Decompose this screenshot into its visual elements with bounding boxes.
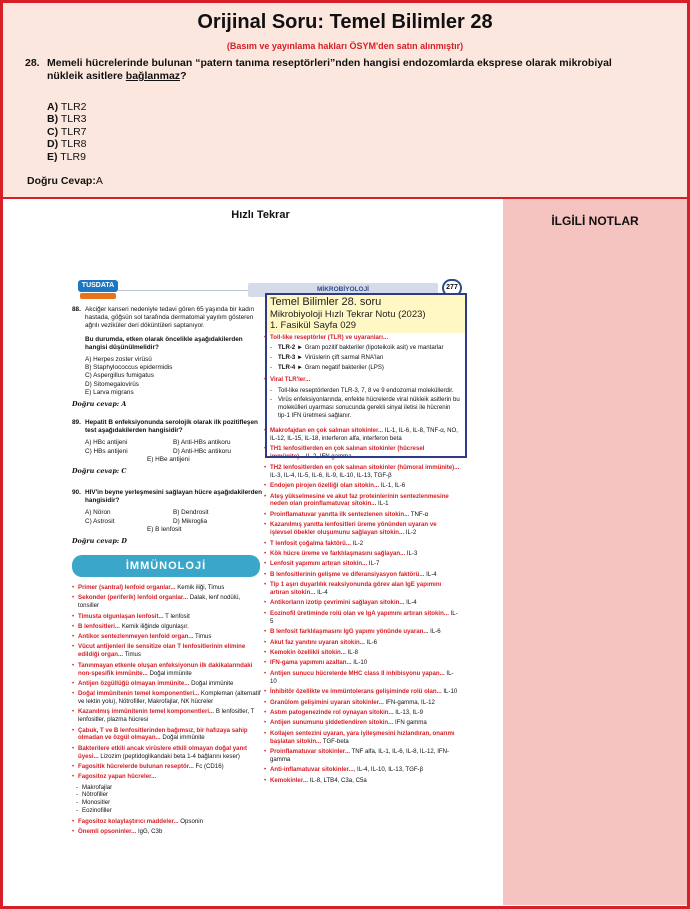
item-value: Lizozim (peptidoglikandaki beta 1-4 bağlarını keser) [98,752,240,760]
question-text: Memeli hücrelerinde bulunan “patern tanıma reseptörleri”nden hangisi endozomlarda eksprese olarak mikrobiyal nükleik asitlere [47,57,612,82]
list-item [264,730,460,746]
item-term: Tanınmayan etkenle oluşan enfeksiyonun ilk dakikalarındaki non-spesifik immünite... [78,661,253,677]
option-text: TLR2 [60,101,87,113]
option-c[interactable] [47,126,87,138]
list-item [72,680,262,688]
item-value: Kompleman (alternatif ve lektin yolu), Nötrofiller, Makrofajlar, NK hücreler [78,690,261,705]
item-term: Antijen özgüllüğü olmayan immünite... [78,679,190,687]
item-value: IL-6 [364,638,378,646]
q-answer: Doğru cevap: A [72,400,127,409]
header-rule [118,290,248,291]
q-option: B) Anti-HBs antikoru [173,439,231,447]
option-text: TLR7 [60,125,87,138]
item-value: IL-7 [367,560,380,568]
item-term: Tip 1 aşırı duyarlılık reaksiyonunda görev alan IgE yapımını artıran sitokin... [270,581,442,597]
item-term: Fagositik hücrelerde bulunan reseptör... [78,762,194,770]
item-value: IL-2, IFN gamma [304,453,352,461]
item-term: İnhibitör özellikte ve immüntolerans gelişiminde rolü olan... [270,688,442,696]
item-term: B lenfositleri... [78,622,120,630]
item-term: Fagositoz yapan hücreler... [78,773,157,781]
item-value: B lenfositler, T lenfositler, plazma hücresi [78,708,255,724]
list-item [264,649,460,657]
option-letter: D) [47,138,59,151]
item-value: IL-10 [270,669,454,685]
item-value: IgG, C3b [136,828,163,836]
item-term: Akut faz yanıtını uyaran sitokin... [270,638,365,646]
item-value: Kemik iliğinde olgunlaşır. [120,622,189,630]
item-term: Proinflamatuvar sitokinler... [270,748,350,756]
subject-header: MİKROBİYOLOJİ [248,283,438,297]
q-ask: Bu durumda, etken olarak öncelikle aşağıdakilerden hangisi düşünülmelidir? [85,335,243,351]
phagocyte-cell: - Monositler [72,799,262,807]
list-item [264,709,460,717]
item-value: Timus [123,651,141,659]
q-number: 90. [72,489,81,496]
item-value: IL-1 [376,500,389,508]
list-item [264,560,460,568]
question-end: ? [180,70,187,82]
list-item [72,708,262,724]
list-item [264,699,460,707]
list-item [264,628,460,636]
hizli-tekrar-label: Hızlı Tekrar [231,209,290,221]
item-term: Proinflamatuvar yanıtta ilk sentezlenen sitokin... [270,510,410,518]
item-term: Kök hücre üreme ve farklılaşmasını sağlayan... [270,549,406,557]
page-number: 277 [442,279,462,297]
list-item [72,763,262,771]
item-term: T lenfosit çoğalma faktörü... [270,539,351,547]
option-e[interactable] [47,151,87,163]
item-value: IL-4 [404,599,417,607]
item-term: TH1 lenfositlerden en çok salınan sitokinler (hücresel immünite)... [270,445,425,461]
q-option: D) Anti-HBc antikoru [173,447,231,455]
item-term: Çabuk, T ve B lenfositlerinden bağımsız, bir hafızaya sahip olmadan ve özgül olmayan... [78,726,248,742]
option-letter: E) [47,150,58,163]
q-stem: Hepatit B enfeksiyonunda serolojik olarak ilk pozitifleşen test aşağıdakilerden hangisidir? [85,419,258,435]
q-option: A) Herpes zoster virüsü [85,356,152,364]
item-value: IL-2 [350,539,364,547]
item-value: IL-5 [270,609,458,625]
item-value: IL-4 [424,570,437,578]
list-item [264,777,460,785]
immunoloji-banner: İMMÜNOLOJİ [72,555,260,577]
q-stem: HIV'in beyne yerleşmesini sağlayan hücre aşağıdakilerden hangisidir? [85,489,262,505]
item-term: Antijen sunucu hücrelerde MHC class II inhibisyonu yapan... [270,669,445,677]
logo-text: TUSDATA [78,280,118,292]
list-item [72,773,262,781]
item-term: Makrofajdan en çok salınan sitokinler... [270,427,384,435]
item-term: Kazanılmış yanıtta lenfositleri üreme yönünden uyaran ve işlevsel öbekler oluşumunu sağlayan sitokin... [270,521,437,537]
item-value: IL-8 [345,649,359,656]
item-term: Fagositoz kolaylaştırıcı maddeler... [78,818,179,826]
item-term: IFN-gama yapımını azaltan... [270,659,352,667]
item-value: TNF-α [409,510,429,518]
item-term: Sekonder (periferik) lenfoid organlar... [78,594,189,602]
option-text: TLR3 [60,113,87,126]
item-term: Endojen pirojen özelliği olan sitokin... [270,482,380,490]
list-item [72,584,262,592]
tlr-value: Virüslerin çift sarmal RNA'ları [304,354,384,362]
list-item [72,745,262,761]
item-value: Doğal immünite [189,679,234,687]
item-term: Antikorların izotip çevrimini sağlayan sitokin... [270,599,405,607]
item-term: Timusta olgunlaşan lenfosit... [78,612,164,620]
item-value: TGF-beta [321,737,349,745]
item-term: B lenfosit farklılaşmasını IgG yapımı yönünde uyaran... [270,628,429,636]
tlr-title: Toll-like reseptörler (TLR) ve uyaranları... [270,334,389,341]
item-term: Bakterilere etkili ancak virüslere etkili olmayan doğal yanıt üyesi... [78,744,248,760]
item-value: IL-13, IL-9 [393,708,424,716]
list-item [264,511,460,519]
list-item [264,748,460,764]
item-value: IFN gamma [393,719,427,727]
list-item [72,818,262,826]
list-item [264,599,460,607]
item-term: Primer (santral) lenfoid organlar... [78,584,176,591]
item-value: IL-8, LTB4, C3a, C5a [307,776,367,784]
q-option: D) Mikroglia [173,517,208,525]
list-item [264,719,460,727]
item-term: Kollajen sentezini uyaran, yara iyileşmesini hızlandıran, onarımı başlatan sitokin... [270,729,455,745]
option-letter: B) [47,113,59,126]
answer-options [47,101,87,163]
list-item [72,613,262,621]
option-letter: A) [47,101,59,113]
list-item [264,688,460,696]
item-term: Antijen sunumunu şiddetlendiren sitokin... [270,719,394,727]
q-option: C) Aspergillus fumigatus [85,372,154,380]
option-a[interactable] [47,101,87,113]
q-option: E) B lenfosit [147,525,182,533]
q-option: C) Astrosit [85,517,115,525]
list-item [72,633,262,641]
q-option: D) Sitomegalovirüs [85,380,139,388]
item-term: Vücut antijenleri ile sensitize olan T lenfositlerinin elimine edildiği organ... [78,643,246,659]
notes-column [503,199,687,905]
tlr-value: Gram pozitif bakteriler (lipoteikoik asit) ve mantarlar [304,344,444,352]
tlr-key: TLR-2 ► [278,344,305,352]
item-term: Eozinofil üretiminde rolü olan ve IgA yapımını artıran sitokin... [270,609,449,617]
logo-stripe [80,293,116,299]
item-value: IL-3, IL-4, IL-5, IL-6, IL-9, IL-10, IL-13, TGF-β [270,471,392,479]
answer-label: Doğru Cevap: [27,175,96,187]
item-value: IL-1, IL-6, IL-8, TNF-α, NO, IL-12, IL-15, IL-18, interferon alfa, interferon beta [270,427,458,443]
question-underlined: bağlanmaz [125,70,181,82]
q-option: A) HBc antijeni [85,439,128,447]
tlr-key: TLR-3 ► [278,354,305,362]
list-item [72,690,262,706]
source-line-3: 1. Fasikül Sayfa 029 [270,320,357,332]
item-value: IL-3 [405,549,418,557]
item-term: TH2 lenfositlerden en çok salınan sitokinler (hümoral immünite)... [270,463,460,471]
answer-value: A [95,175,103,187]
item-term: Kemokinler... [270,776,308,784]
item-value: Kemik iliği, Timus [175,584,225,591]
item-value: IL-2 [404,529,417,537]
item-term: Kazanılmış immünitenin temel komponentleri... [78,708,215,716]
correct-answer [27,175,103,187]
q-stem: Akciğer kanseri nedeniyle tedavi gören 65 yaşında bir kadın hastada, göğsün sol tarafında dermatomal yayılım gösteren ağrılı veziküler deri döküntüleri saptanıyor. [85,306,255,330]
option-text: TLR9 [60,150,86,163]
notes-title: İLGİLİ NOTLAR [551,214,639,228]
list-item [72,643,262,659]
option-d[interactable] [47,138,87,150]
item-term: Kemokin özellikli sitokin... [270,649,346,656]
q-option: E) Larva migrans [85,388,134,396]
immunology-list [72,584,262,839]
list-item [264,670,460,686]
q-option: E) HBe antijeni [147,455,190,463]
list-item [72,727,262,743]
q-option: C) HBs antijeni [85,447,128,455]
item-value: , IL-4, IL-10, IL-13, TGF-β [353,766,424,774]
list-item [72,662,262,678]
question-panel [3,3,687,197]
option-b[interactable] [47,113,87,125]
source-line-1: Temel Bilimler 28. soru [270,296,382,308]
item-term: Astım patogenezinde rol oynayan sitokin... [270,708,394,716]
q-option: B) Dendrosit [173,509,209,517]
item-value: Opsonin [178,818,203,826]
list-item [264,482,460,490]
option-text: TLR8 [60,138,87,151]
list-item [264,521,460,537]
list-item [72,594,262,610]
viral-title: Viral TLR'ler... [270,376,311,384]
item-term: Doğal immünitenin temel komponentleri... [78,690,200,698]
item-term: Anti-inflamatuvar sitokinler... [270,766,354,774]
item-term: Önemli opsoninler... [78,828,137,836]
list-item [264,493,460,509]
list-item [264,639,460,647]
question-number: 28. [25,57,40,69]
tlr-value: Gram negatif bakteriler (LPS) [304,364,384,372]
tusdata-logo [78,280,118,300]
list-item [264,571,460,579]
cytokine-list [264,427,460,785]
phagocyte-cell: - Eozinofiller [72,807,262,815]
item-value: IFN-gamma, IL-12 [383,698,435,706]
item-term: B lenfositlerinin gelişme ve diferansiyasyon faktörü... [270,570,425,578]
list-item [264,766,460,774]
item-value: Dalak, lenf nodülü, tonsiller [78,594,241,610]
q-option: A) Nöron [85,509,111,517]
viral-note: - Toll-like reseptörlerden TLR-3, 7, 8 ve 9 endozomal moleküllerdir. [264,387,460,395]
list-item [264,464,460,480]
list-item [72,828,262,836]
question-89 [72,419,262,475]
viral-note: - Virüs enfeksiyonlarında, enfekte hücrelerde viral nükleik asitlerin bu molekülleri uyarması sonucunda gerekli sinyal iletisi ile hücrenin tip-1 IFN üretmesi sağlanır. [264,396,460,420]
item-term: Antikor sentezlenmeyen lenfoid organ... [78,633,194,641]
page-title: Orijinal Soru: Temel Bilimler 28 [197,11,493,33]
list-item [264,540,460,548]
q-number: 89. [72,419,81,426]
item-value: T lenfosit [163,612,190,620]
copyright-note: (Basım ve yayınlama hakları ÖSYM'den satın alınmıştır) [226,41,464,51]
item-value: IL-6 [428,628,441,636]
item-value: TNF alfa, IL-1, IL-6, IL-8, IL-12, IFN-gamma [270,748,450,763]
q-option: B) Staphylococcus epidermidis [85,364,173,372]
phagocyte-cell: - Nötrofiller [72,791,262,799]
question-88 [72,306,262,408]
item-value: Timus [193,633,212,641]
list-item [264,659,460,667]
option-letter: C) [47,125,59,138]
item-term: Ateş yükselmesine ve akut faz proteinlerinin sentezlenmesine neden olan proinflamatuvar sitokin... [270,492,449,508]
phagocyte-cell: - Makrofajlar [72,784,262,792]
q-answer: Doğru cevap: D [72,537,127,546]
list-item [72,623,262,631]
item-value: IL-4 [315,589,328,597]
source-note [267,295,465,333]
item-value: IL-1, IL-6 [379,482,406,490]
item-value: Doğal immünite [160,734,205,742]
list-item [264,550,460,558]
item-term: Granülom gelişimini uyaran sitokinler... [270,698,384,706]
item-term: Lenfosit yapımını artıran sitokin... [270,560,368,568]
list-item [264,581,460,597]
q-number: 88. [72,306,81,313]
item-value: Doğal immünite [147,669,192,677]
item-value: IL-10 [441,688,458,696]
list-item [264,610,460,626]
question-90 [72,489,262,545]
item-value: IL-10 [351,659,368,667]
question-stem [25,57,625,83]
tlr-key: TLR-4 ► [278,364,305,372]
source-line-2: Mikrobiyoloji Hızlı Tekrar Notu (2023) [270,308,426,320]
q-answer: Doğru cevap: C [72,467,127,476]
item-value: Fc (CD16) [193,762,224,770]
